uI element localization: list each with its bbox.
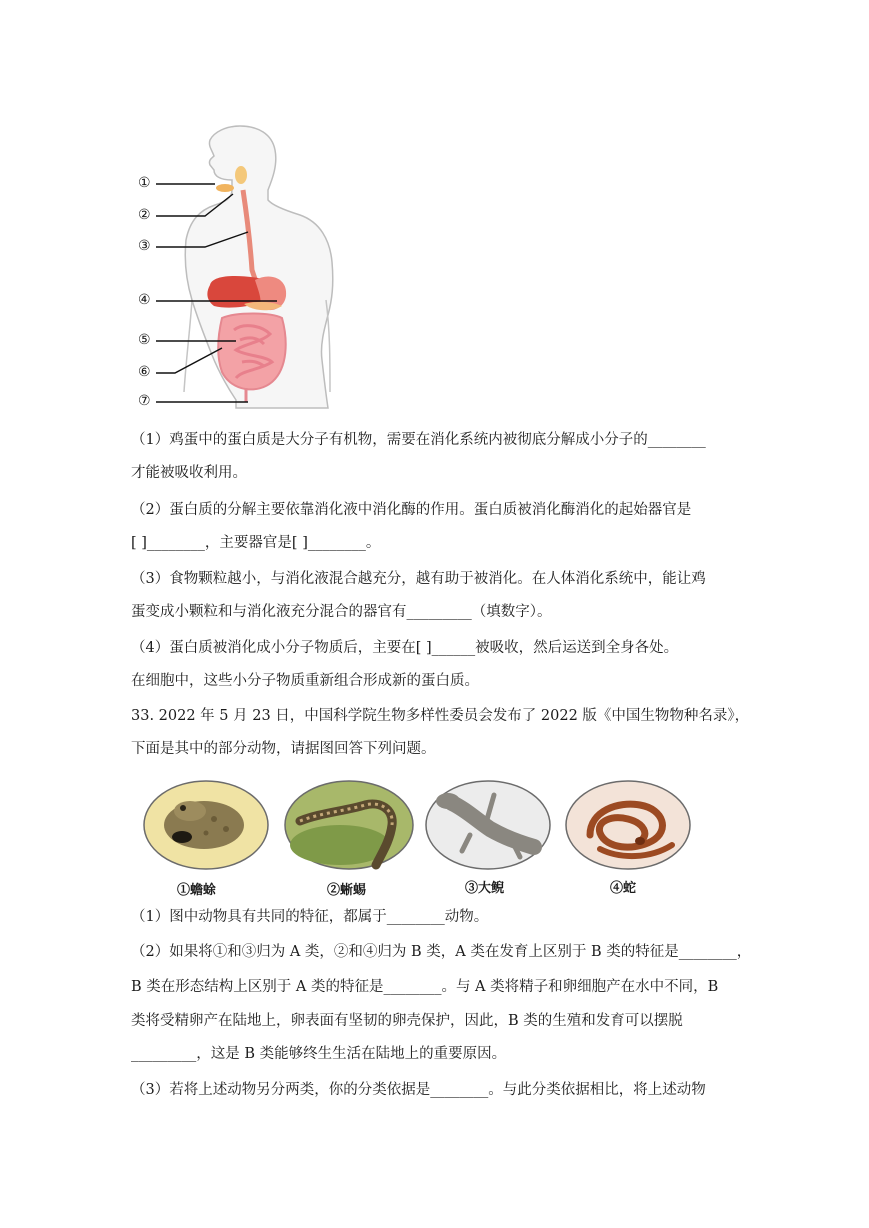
snake-image — [566, 781, 690, 869]
salamander-image — [426, 781, 550, 869]
callout-5: ⑤ — [138, 332, 151, 348]
toad-image — [144, 781, 268, 869]
q33-s2-line4: _________，这是 B 类能够终生生活在陆地上的重要原因。 — [131, 1046, 507, 1062]
salivary-gland — [235, 166, 247, 184]
q4-line1: （4）蛋白质被消化成小分子物质后，主要在[ ]______被吸收，然后运送到全身各处。 — [131, 640, 679, 656]
callout-1: ① — [138, 175, 151, 191]
q1-line1: （1）鸡蛋中的蛋白质是大分子有机物，需要在消化系统内被彻底分解成小分子的________ — [131, 432, 706, 448]
q33-s2-line1: （2）如果将①和③归为 A 类，②和④归为 B 类，A 类在发育上区别于 B 类的特征是________， — [131, 944, 752, 960]
q33-intro-line1: 33. 2022 年 5 月 23 日，中国科学院生物多样性委员会发布了 2022 版《中国生物物种名录》， — [131, 708, 750, 724]
arm-outline — [184, 300, 192, 392]
callout-4: ④ — [138, 292, 151, 308]
q33-intro-line2: 下面是其中的部分动物，请据图回答下列问题。 — [131, 741, 436, 757]
caption-salamander: ③大鲵 — [465, 881, 505, 896]
q3-line1: （3）食物颗粒越小，与消化液混合越充分，越有助于被消化。在人体消化系统中，能让鸡 — [131, 571, 706, 587]
callout-6: ⑥ — [138, 364, 151, 380]
callout-3: ③ — [138, 238, 151, 254]
caption-toad: ①蟾蜍 — [177, 883, 217, 898]
q2-line1: （2）蛋白质的分解主要依靠消化液中消化酶的作用。蛋白质被消化酶消化的起始器官是 — [131, 502, 692, 518]
callout-2: ② — [138, 207, 151, 223]
callout-7: ⑦ — [138, 393, 151, 409]
caption-snake: ④蛇 — [610, 881, 637, 896]
q33-s3-line1: （3）若将上述动物另分两类，你的分类依据是________。与此分类依据相比，将上述动物 — [131, 1082, 706, 1098]
q3-line2: 蛋变成小颗粒和与消化液充分混合的器官有_________（填数字）。 — [131, 604, 552, 620]
q2-line2: [ ]________，主要器官是[ ]________。 — [131, 535, 381, 551]
caption-lizard: ②蜥蜴 — [327, 883, 367, 898]
q33-s2-line3: 类将受精卵产在陆地上，卵表面有坚韧的卵壳保护，因此，B 类的生殖和发育可以摆脱 — [131, 1013, 683, 1029]
animal-images — [0, 775, 869, 895]
q33-s1: （1）图中动物具有共同的特征，都属于________动物。 — [131, 909, 489, 925]
q4-line2: 在细胞中，这些小分子物质重新组合形成新的蛋白质。 — [131, 673, 479, 689]
q33-s2-line2: B 类在形态结构上区别于 A 类的特征是________。与 A 类将精子和卵细胞产在水中不同，B — [131, 979, 719, 995]
digestive-system-diagram — [0, 0, 869, 420]
lizard-image — [285, 781, 413, 869]
mouth — [216, 184, 234, 192]
q1-line2: 才能被吸收利用。 — [131, 465, 247, 481]
